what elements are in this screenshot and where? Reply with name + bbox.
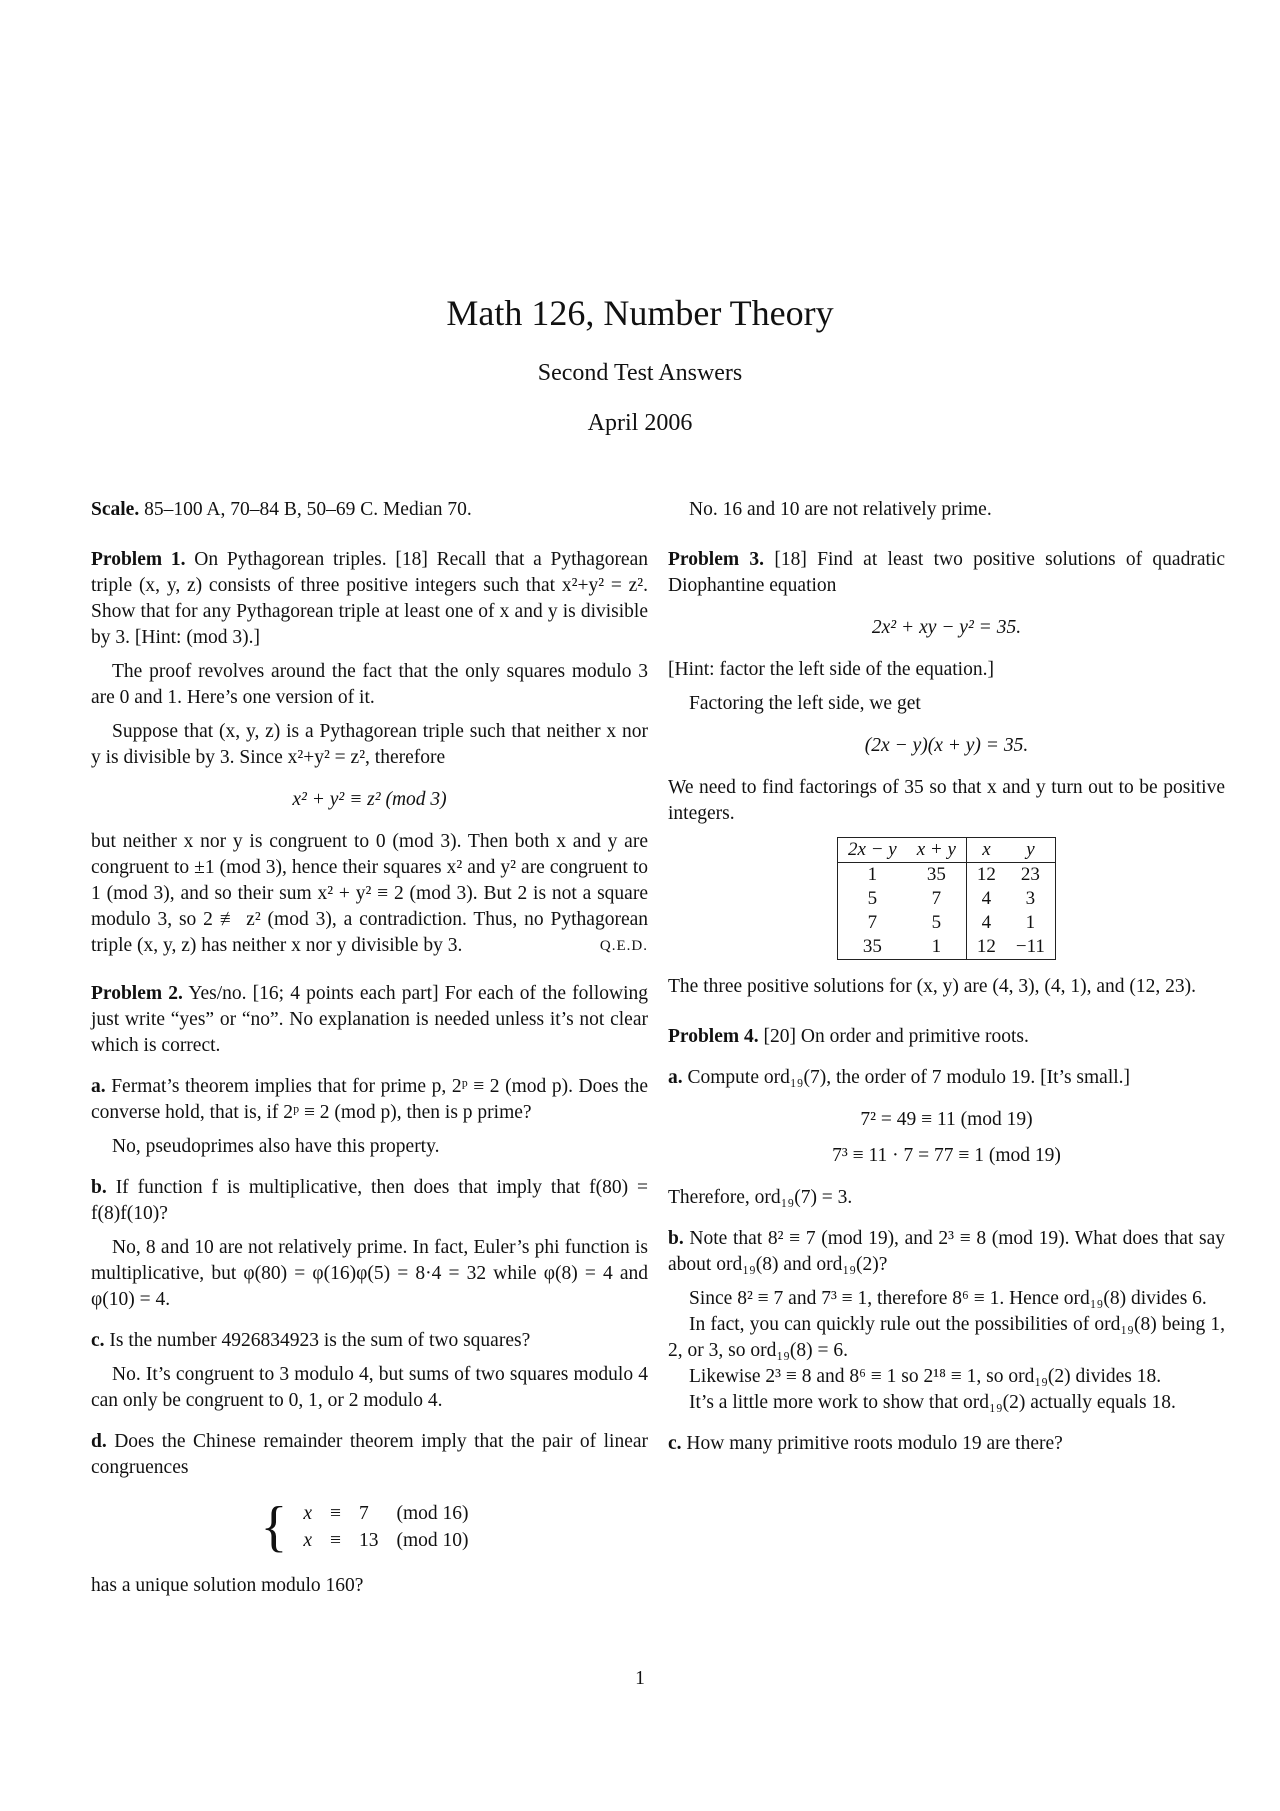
- table-cell: 35: [926, 864, 946, 885]
- table-cell: 12: [966, 935, 1006, 960]
- congruence-table: [293, 1499, 478, 1555]
- problem-1-intro: On Pythagorean triples. [18] Recall that a Pythagorean triple (x, y, z) consists of three positive integers such that x²+y² = z². Show that for any Pythagorean triple at least one of x and y is divisible by 3. [Hint: (mod 3).]: [91, 549, 648, 648]
- problem-4c-label: c.: [668, 1433, 682, 1454]
- problem-3-factoring: Factoring the left side, we get: [689, 693, 921, 714]
- congruence-var: x: [303, 1530, 312, 1551]
- table-cell: 3: [1025, 888, 1036, 909]
- problem-1-label: Problem 1.: [91, 549, 186, 570]
- problem-4b-question: [668, 1226, 1225, 1278]
- problem-4a-text: Compute ord₁₉(7), the order of 7 modulo 19. [It’s small.]: [687, 1067, 1131, 1088]
- congruence-rel: ≡: [330, 1503, 341, 1524]
- problem-2d-question-end: has a unique solution modulo 160?: [91, 1575, 364, 1596]
- table-cell: 1: [1025, 912, 1036, 933]
- problem-4b-para-1: Since 8² ≡ 7 and 7³ ≡ 1, therefore 8⁶ ≡ 1. Hence ord₁₉(8) divides 6.: [689, 1288, 1207, 1309]
- doc-subtitle: Second Test Answers: [537, 360, 743, 386]
- congruence-var: x: [303, 1503, 312, 1524]
- problem-4-label: Problem 4.: [668, 1026, 759, 1047]
- congruence-mod: (mod 10): [396, 1530, 469, 1551]
- table-cell: 1: [867, 864, 878, 885]
- table-header-row: [838, 838, 1056, 863]
- solutions-table: [837, 837, 1056, 960]
- problem-2d-text: Does the Chinese remainder theorem imply that the pair of linear congruences: [91, 1431, 648, 1478]
- congruence-row: [295, 1528, 476, 1553]
- problem-3-label: Problem 3.: [668, 549, 765, 570]
- problem-4b-para-4: It’s a little more work to show that ord₁₉(2) actually equals 18.: [689, 1392, 1176, 1413]
- problem-1-para-1: The proof revolves around the fact that the only squares modulo 3 are 0 and 1. Here’s one version of it.: [91, 661, 648, 708]
- problem-2d-answer: No. 16 and 10 are not relatively prime.: [689, 499, 992, 520]
- problem-2a-label: a.: [91, 1076, 106, 1097]
- problem-2-statement: [91, 981, 648, 1059]
- table-cell: 5: [931, 912, 942, 933]
- congruence-row: [295, 1501, 476, 1526]
- qed-mark: Q.E.D.: [599, 938, 648, 954]
- scale-text: 85–100 A, 70–84 B, 50–69 C. Median 70.: [144, 499, 472, 520]
- table-row: [838, 887, 1056, 911]
- problem-4-intro: [20] On order and primitive roots.: [763, 1026, 1029, 1047]
- problem-3-conclusion: The three positive solutions for (x, y) are (4, 3), (4, 1), and (12, 23).: [668, 976, 1196, 997]
- table-row: [838, 863, 1056, 888]
- problem-2b-question: [91, 1175, 648, 1227]
- problem-1-para-2: Suppose that (x, y, z) is a Pythagorean triple such that neither x nor y is divisible by 3. Since x²+y² = z², therefore: [91, 721, 648, 768]
- table-row: [838, 911, 1056, 935]
- problem-1-para-3-text: but neither x nor y is congruent to 0 (mod 3). Then both x and y are congruent to ±1 (mod 3), hence their squares x² and y² are congruent to 1 (mod 3), and so their sum x² + y² ≡ 2 (mod 3). But 2 is not a square modulo 3, so 2 ≢ z² (mod 3), a contradiction. Thus, no Pythagorean triple (x, y, z) has neither x nor y divisible by 3.: [91, 831, 648, 956]
- congruence-mod: (mod 16): [396, 1503, 469, 1524]
- problem-2-intro: Yes/no. [16; 4 points each part] For each of the following just write “yes” or “no”. No explanation is needed unless it’s not clear which is correct.: [91, 983, 648, 1056]
- problem-2d-label: d.: [91, 1431, 107, 1452]
- problem-3-hint: [Hint: factor the left side of the equation.]: [668, 659, 994, 680]
- problem-2c-question: [91, 1328, 648, 1354]
- problem-3-factored-eq: (2x − y)(x + y) = 35.: [864, 735, 1029, 756]
- problem-2b-text: If function f is multiplicative, then does that imply that f(80) = f(8)f(10)?: [91, 1177, 649, 1224]
- problem-2a-answer: No, pseudoprimes also have this property.: [112, 1136, 440, 1157]
- scale-label: Scale.: [91, 499, 140, 520]
- problem-4a-eq-1: 7² = 49 ≡ 11 (mod 19): [860, 1109, 1033, 1130]
- problem-4a-answer: Therefore, ord₁₉(7) = 3.: [668, 1187, 853, 1208]
- problem-2b-label: b.: [91, 1177, 107, 1198]
- problem-2d-question: [91, 1429, 648, 1481]
- problem-2c-text: Is the number 4926834923 is the sum of two squares?: [109, 1330, 531, 1351]
- table-cell: −11: [1015, 936, 1045, 957]
- left-brace: {: [260, 1496, 288, 1558]
- table-cell: 35: [862, 936, 882, 957]
- problem-4b-text: Note that 8² ≡ 7 (mod 19), and 2³ ≡ 8 (mod 19). What does that say about ord₁₉(8) and ord₁₉(2)?: [668, 1228, 1225, 1275]
- table-header-cell: 2x − y: [838, 838, 907, 863]
- problem-2c-label: c.: [91, 1330, 105, 1351]
- doc-date: April 2006: [587, 410, 693, 436]
- table-cell: 1: [931, 936, 942, 957]
- problem-2b-answer: No, 8 and 10 are not relatively prime. In fact, Euler’s phi function is multiplicative, but φ(80) = φ(16)φ(5) = 8·4 = 32 while φ(8) = 4 and φ(10) = 4.: [91, 1237, 648, 1310]
- problem-3-statement: [668, 547, 1225, 599]
- problem-1-para-3: [91, 829, 648, 959]
- congruence-rel: ≡: [330, 1530, 341, 1551]
- problem-1-statement: [91, 547, 648, 651]
- problem-3-need: We need to find factorings of 35 so that x and y turn out to be positive integers.: [668, 777, 1225, 824]
- table-cell: 5: [867, 888, 878, 909]
- problem-4a-question: [668, 1065, 1225, 1091]
- problem-4c-text: How many primitive roots modulo 19 are there?: [686, 1433, 1063, 1454]
- table-cell: 12: [966, 863, 1006, 888]
- problem-4-statement: [668, 1024, 1225, 1050]
- left-column: [91, 497, 648, 1599]
- problem-2a-text: Fermat’s theorem implies that for prime p, 2ᵖ ≡ 2 (mod p). Does the converse hold, that is, if 2ᵖ ≡ 2 (mod p), then is p prime?: [91, 1076, 649, 1123]
- problem-2a-question: [91, 1074, 648, 1126]
- table-header-cell: x + y: [907, 838, 967, 863]
- problem-3-equation: 2x² + xy − y² = 35.: [871, 617, 1022, 638]
- table-header-cell: y: [1006, 838, 1056, 863]
- congruence-val: 13: [359, 1530, 379, 1551]
- problem-2-label: Problem 2.: [91, 983, 183, 1004]
- congruence-val: 7: [359, 1503, 369, 1524]
- problem-4a-label: a.: [668, 1067, 683, 1088]
- problem-4b-para-3: Likewise 2³ ≡ 8 and 8⁶ ≡ 1 so 2¹⁸ ≡ 1, so ord₁₉(2) divides 18.: [689, 1366, 1162, 1387]
- problem-3-intro: [18] Find at least two positive solutions of quadratic Diophantine equation: [668, 549, 1225, 596]
- problem-4a-eq-2: 7³ ≡ 11 · 7 = 77 ≡ 1 (mod 19): [832, 1145, 1061, 1166]
- table-cell: 7: [931, 888, 942, 909]
- table-cell: 23: [1020, 864, 1040, 885]
- right-column: [668, 497, 1225, 1457]
- problem-2c-answer: No. It’s congruent to 3 modulo 4, but sums of two squares modulo 4 can only be congruent to 0, 1, or 2 modulo 4.: [91, 1364, 648, 1411]
- congruence-system: [91, 1496, 648, 1558]
- table-cell: 4: [966, 911, 1006, 935]
- problem-4b-para-2: In fact, you can quickly rule out the possibilities of ord₁₉(8) being 1, 2, or 3, so ord₁₉(8) = 6.: [668, 1314, 1225, 1361]
- table-row: [838, 935, 1056, 960]
- problem-1-display-eq: x² + y² ≡ z² (mod 3): [292, 789, 447, 810]
- doc-title: Math 126, Number Theory: [446, 293, 834, 333]
- page-number: 1: [635, 1668, 645, 1689]
- table-header-cell: x: [966, 838, 1006, 863]
- table-cell: 7: [867, 912, 878, 933]
- problem-4b-label: b.: [668, 1228, 684, 1249]
- table-cell: 4: [966, 887, 1006, 911]
- problem-4c-question: [668, 1431, 1225, 1457]
- scale-line: [91, 497, 648, 523]
